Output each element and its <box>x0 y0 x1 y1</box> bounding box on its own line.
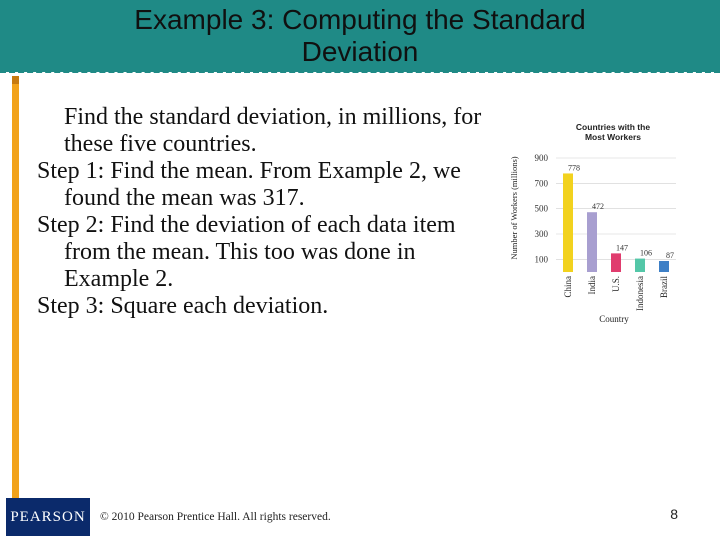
x-category-label: China <box>563 276 573 298</box>
slide-body <box>37 104 497 320</box>
bar-value-label: 778 <box>568 163 580 173</box>
accent-bar-cap <box>12 76 19 84</box>
bar-value-label: 106 <box>640 248 652 258</box>
body-paragraph-step-2: Step 2: Find the deviation of each data item from the mean. This too was done in Example 2. <box>37 212 456 292</box>
bar-value-label: 472 <box>592 202 604 212</box>
body-paragraph-intro: Find the standard deviation, in millions, for these five countries. <box>64 104 482 157</box>
y-axis-label: Number of Workers (millions) <box>509 156 519 260</box>
slide-title-line-1: Example 3: Computing the Standard <box>134 4 586 35</box>
body-paragraph-step-3: Step 3: Square each deviation. <box>37 293 329 319</box>
pearson-logo <box>6 498 90 536</box>
chart-title-line-2: Most Workers <box>584 132 642 142</box>
dashed-divider <box>0 70 720 73</box>
y-tick-label: 500 <box>534 203 548 214</box>
pearson-logo-text: PEARSON <box>10 509 86 525</box>
slide-title-line-2: Deviation <box>301 36 419 67</box>
x-category-label: India <box>587 276 597 295</box>
y-tick-label: 700 <box>534 178 548 189</box>
x-axis-label: Country <box>599 314 629 324</box>
bar-brazil <box>659 261 669 272</box>
x-category-label: U.S. <box>611 276 621 293</box>
page-number: 8 <box>670 506 678 522</box>
body-paragraph-step-1: Step 1: Find the mean. From Example 2, we found the mean was 317. <box>37 158 461 211</box>
y-tick-label: 900 <box>534 153 548 163</box>
accent-bar <box>12 84 19 504</box>
y-tick-label: 100 <box>534 254 548 265</box>
workers-bar-chart <box>500 114 700 339</box>
bar-indonesia <box>635 259 645 272</box>
chart-title-line-1: Countries with the <box>575 122 651 132</box>
x-category-label: Indonesia <box>635 276 645 311</box>
bar-india <box>587 212 597 272</box>
x-category-label: Brazil <box>659 276 669 298</box>
bar-us <box>611 253 621 272</box>
copyright-notice: © 2010 Pearson Prentice Hall. All rights reserved. <box>100 511 331 523</box>
bar-value-label: 147 <box>616 243 628 253</box>
bar-value-label: 87 <box>666 250 674 260</box>
y-tick-label: 300 <box>534 229 548 239</box>
bar-china <box>563 173 573 272</box>
slide-title <box>0 4 720 68</box>
